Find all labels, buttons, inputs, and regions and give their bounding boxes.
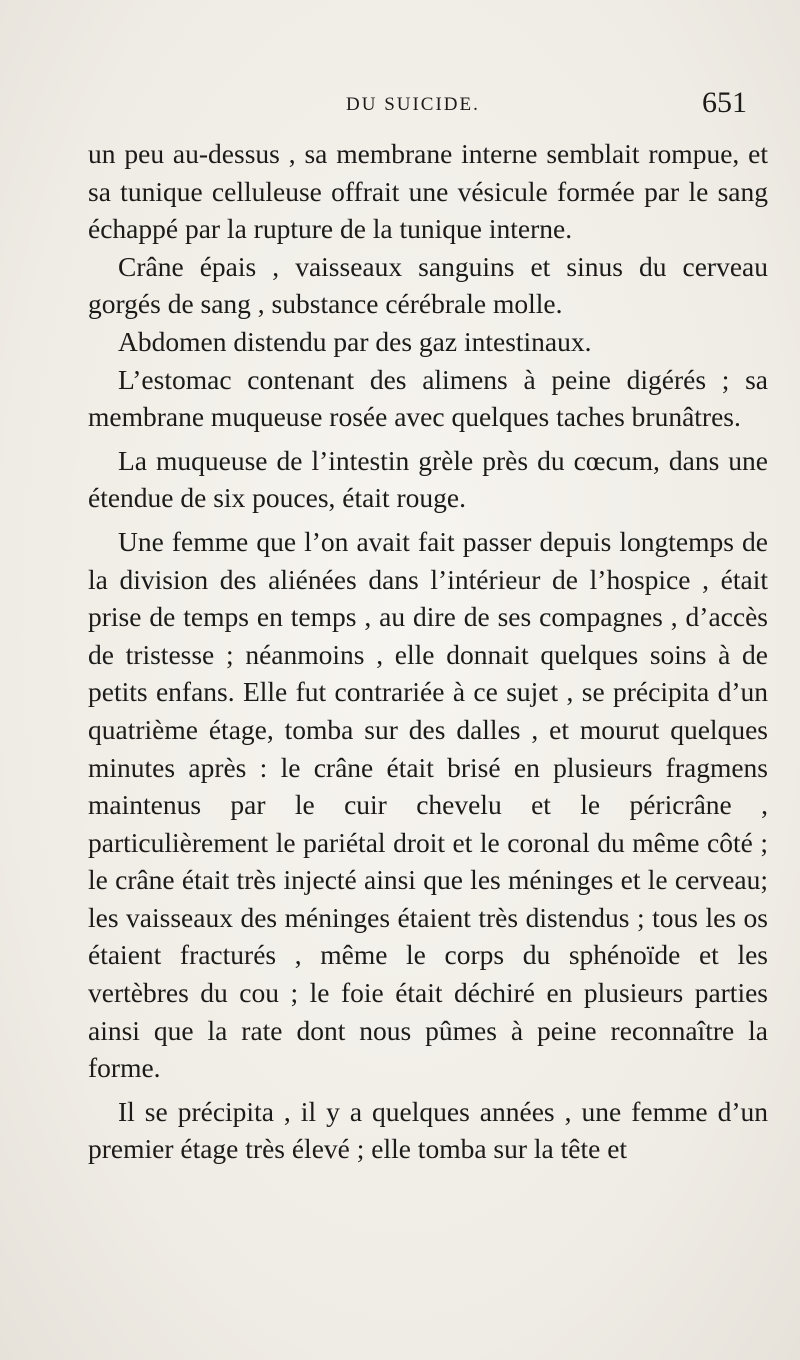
paragraph-continuation: un peu au-dessus , sa membrane interne semblait rompue, et sa tunique celluleuse offrait une vésicule formée par le sang échappé par la rupture de la tunique interne. bbox=[88, 138, 768, 245]
paragraph-crane: Crâne épais , vaisseaux sanguins et sinus du cerveau gorgés de sang , substance cérébrale molle. bbox=[88, 250, 768, 320]
body-text bbox=[88, 135, 768, 1168]
paragraph-estomac: L’estomac contenant des alimens à peine digérés ; sa membrane muqueuse rosée avec quelques taches brunâtres. bbox=[88, 363, 768, 433]
paragraph-muqueuse: La muqueuse de l’intestin grèle près du cœcum, dans une étendue de six pouces, était rouge. bbox=[88, 444, 768, 514]
running-head: DU SUICIDE. bbox=[346, 94, 480, 115]
page-header bbox=[0, 86, 800, 126]
page-number: 651 bbox=[702, 86, 747, 119]
paragraph-precipita: Il se précipita , il y a quelques années , une femme d’un premier étage très élevé ; elle tomba sur la tête et bbox=[88, 1095, 768, 1165]
paragraph-femme-case: Une femme que l’on avait fait passer depuis longtemps de la division des aliénées dans l’intérieur de l’hospice , était prise de temps en temps , au dire de ses compagnes , d’accès de tristesse ; néanmoins , elle donnait quelques soins à de petits enfans. Elle fut contrariée à ce sujet , se précipita d’un quatrième étage, tomba sur des dalles , et mourut quelques minutes après : le crâne était brisé en plusieurs fragmens maintenus par le cuir chevelu et le péricrâne , particulièrement le pariétal droit et le coronal du même côté ; le crâne était très injecté ainsi que les méninges et le cerveau; les vaisseaux des méninges étaient très distendus ; tous les os étaient fracturés , même le corps du sphénoïde et les vertèbres du cou ; le foie était déchiré en plusieurs parties ainsi que la rate dont nous pûmes à peine reconnaître la forme. bbox=[88, 525, 768, 1084]
paragraph-abdomen: Abdomen distendu par des gaz intestinaux. bbox=[118, 325, 592, 357]
